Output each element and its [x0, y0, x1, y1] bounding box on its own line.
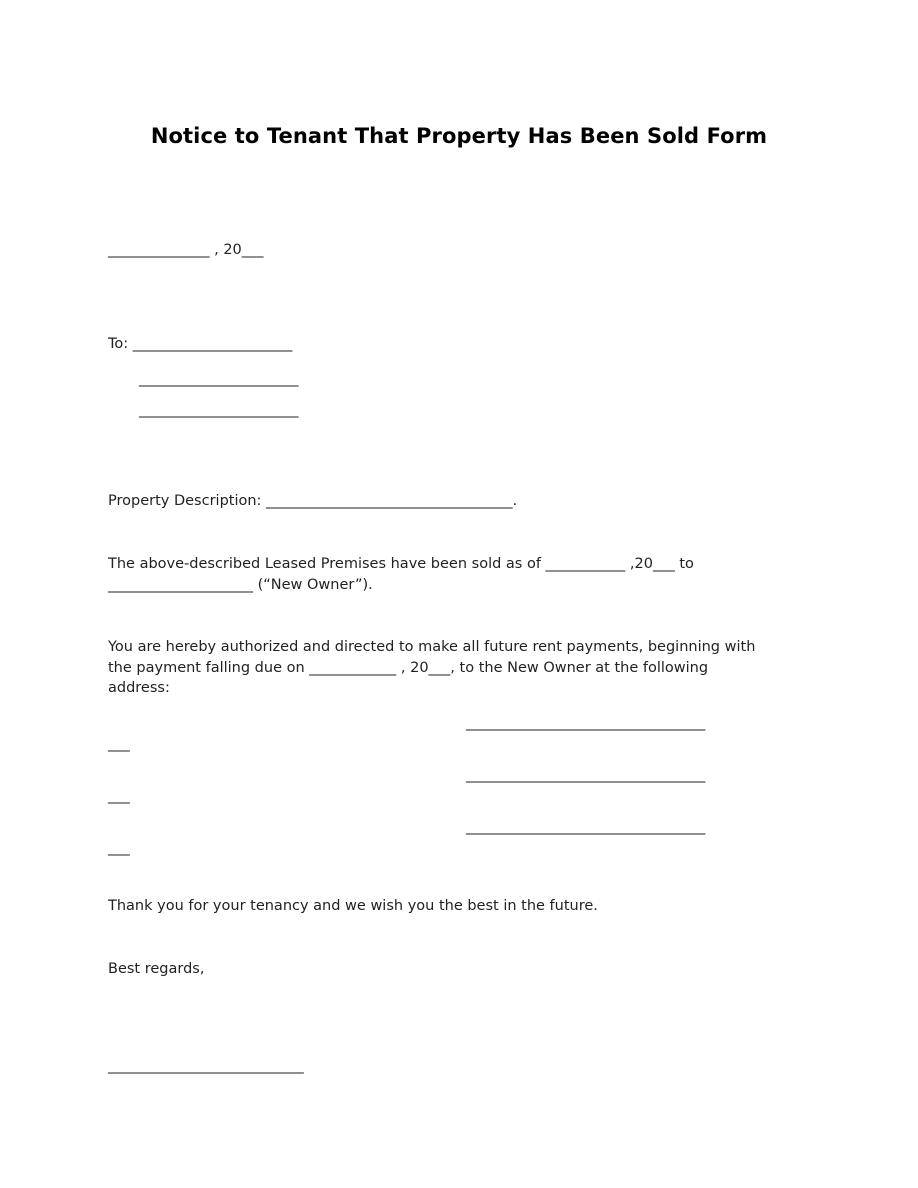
thanks-text: Thank you for your tenancy and we wish you the best in the future. [108, 898, 598, 914]
address-line-1: _________________________________ [466, 715, 706, 731]
address-line-1-tail: ___ [108, 736, 130, 752]
payment-paragraph-line-2: the payment falling due on ____________ , 20___, to the New Owner at the following [108, 660, 709, 676]
address-line-3: _________________________________ [466, 819, 706, 835]
date-line: ______________ , 20___ [108, 242, 264, 258]
closing-text: Best regards, [108, 961, 205, 977]
property-description: Property Description: __________________________________. [108, 493, 518, 509]
to-line-3: ______________________ [139, 402, 299, 418]
address-line-2-tail: ___ [108, 788, 130, 804]
payment-paragraph-line-1: You are hereby authorized and directed to make all future rent payments, beginning with [108, 639, 756, 655]
to-line-2: ______________________ [139, 371, 299, 387]
payment-paragraph-line-3: address: [108, 680, 170, 696]
page-title: Notice to Tenant That Property Has Been Sold Form [150, 124, 768, 148]
address-line-2: _________________________________ [466, 767, 706, 783]
signature-line: ___________________________ [108, 1058, 304, 1074]
to-line-1: To: ______________________ [108, 336, 293, 352]
address-line-3-tail: ___ [108, 840, 130, 856]
sold-paragraph-line-2: ____________________ (“New Owner”). [108, 577, 373, 593]
sold-paragraph-line-1: The above-described Leased Premises have been sold as of ___________ ,20___ to [108, 556, 694, 572]
